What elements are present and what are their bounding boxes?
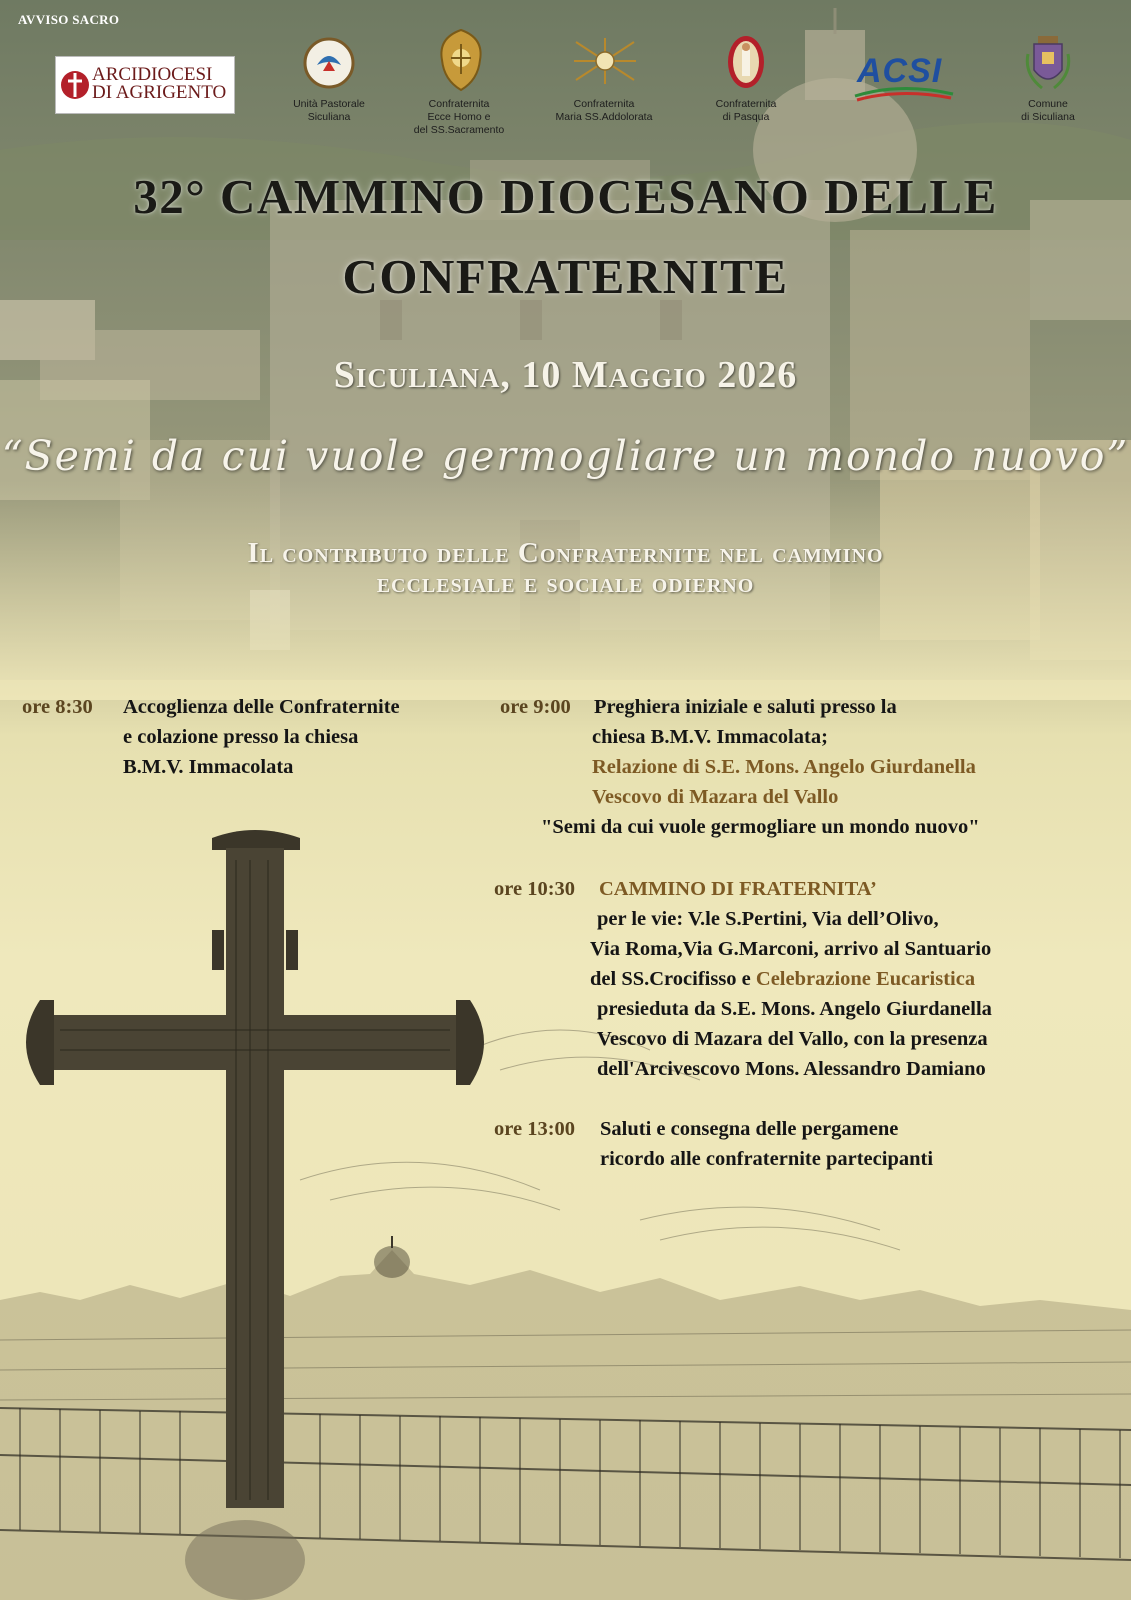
event-title-line2: CONFRATERNITE (342, 249, 789, 304)
program-time: ore 10:30 (494, 878, 576, 900)
partner-pasqua: Confraternita di Pasqua (715, 98, 777, 123)
program-line-highlight: Vescovo di Mazara del Vallo (592, 786, 839, 808)
diocese-logo-line1: ARCIDIOCESI (92, 64, 213, 85)
program-line: presieduta da S.E. Mons. Angelo Giurdanella (597, 998, 992, 1020)
program-line: e colazione presso la chiesa (123, 726, 359, 748)
program-line: Vescovo di Mazara del Vallo, con la presenza (597, 1028, 988, 1050)
acsi-logo-text: ACSI (857, 52, 943, 90)
partner-ecce-homo: Confraternita Ecce Homo e del SS.Sacramento (413, 98, 505, 136)
program-line: del SS.Crocifisso e Celebrazione Eucaristica (590, 968, 976, 990)
program-line: dell'Arcivescovo Mons. Alessandro Damiano (597, 1058, 986, 1080)
theme-line2: ecclesiale e sociale odierno (376, 567, 755, 599)
motto: “Semi da cui vuole germogliare un mondo nuovo” (1, 432, 1130, 480)
program-line: per le vie: V.le S.Pertini, Via dell’Olivo, (597, 908, 939, 930)
diocese-logo-line2: DI AGRIGENTO (92, 82, 227, 103)
program-line-highlight: CAMMINO DI FRATERNITA’ (599, 878, 877, 900)
notice-label: AVVISO SACRO (18, 12, 120, 27)
program-line-highlight: Celebrazione Eucaristica (755, 968, 976, 990)
program-line: Preghiera iniziale e saluti presso la (594, 696, 897, 718)
program-line-highlight: Relazione di S.E. Mons. Angelo Giurdanella (592, 756, 976, 778)
partner-addolorata: Confraternita Maria SS.Addolorata (555, 98, 653, 123)
event-title-line1: 32° CAMMINO DIOCESANO DELLE (133, 169, 998, 224)
theme-line1: Il contributo delle Confraternite nel cammino (247, 537, 884, 569)
program-line: ricordo alle confraternite partecipanti (600, 1148, 934, 1170)
place-date: Siculiana, 10 Maggio 2026 (333, 354, 798, 396)
program-line: "Semi da cui vuole germogliare un mondo nuovo" (541, 816, 980, 838)
program-time: ore 13:00 (494, 1118, 576, 1140)
partner-unita-pastorale: Unità Pastorale Siculiana (293, 98, 365, 123)
program-line: Saluti e consegna delle pergamene (600, 1118, 899, 1140)
partner-comune: Comune di Siculiana (1021, 98, 1075, 123)
program-line: Accoglienza delle Confraternite (123, 696, 400, 718)
program-line: chiesa B.M.V. Immacolata; (592, 726, 828, 748)
program-time: ore 8:30 (22, 696, 93, 718)
program-line: Via Roma,Via G.Marconi, arrivo al Santuario (590, 938, 992, 960)
program-line: B.M.V. Immacolata (123, 756, 294, 778)
program-time: ore 9:00 (500, 696, 571, 718)
